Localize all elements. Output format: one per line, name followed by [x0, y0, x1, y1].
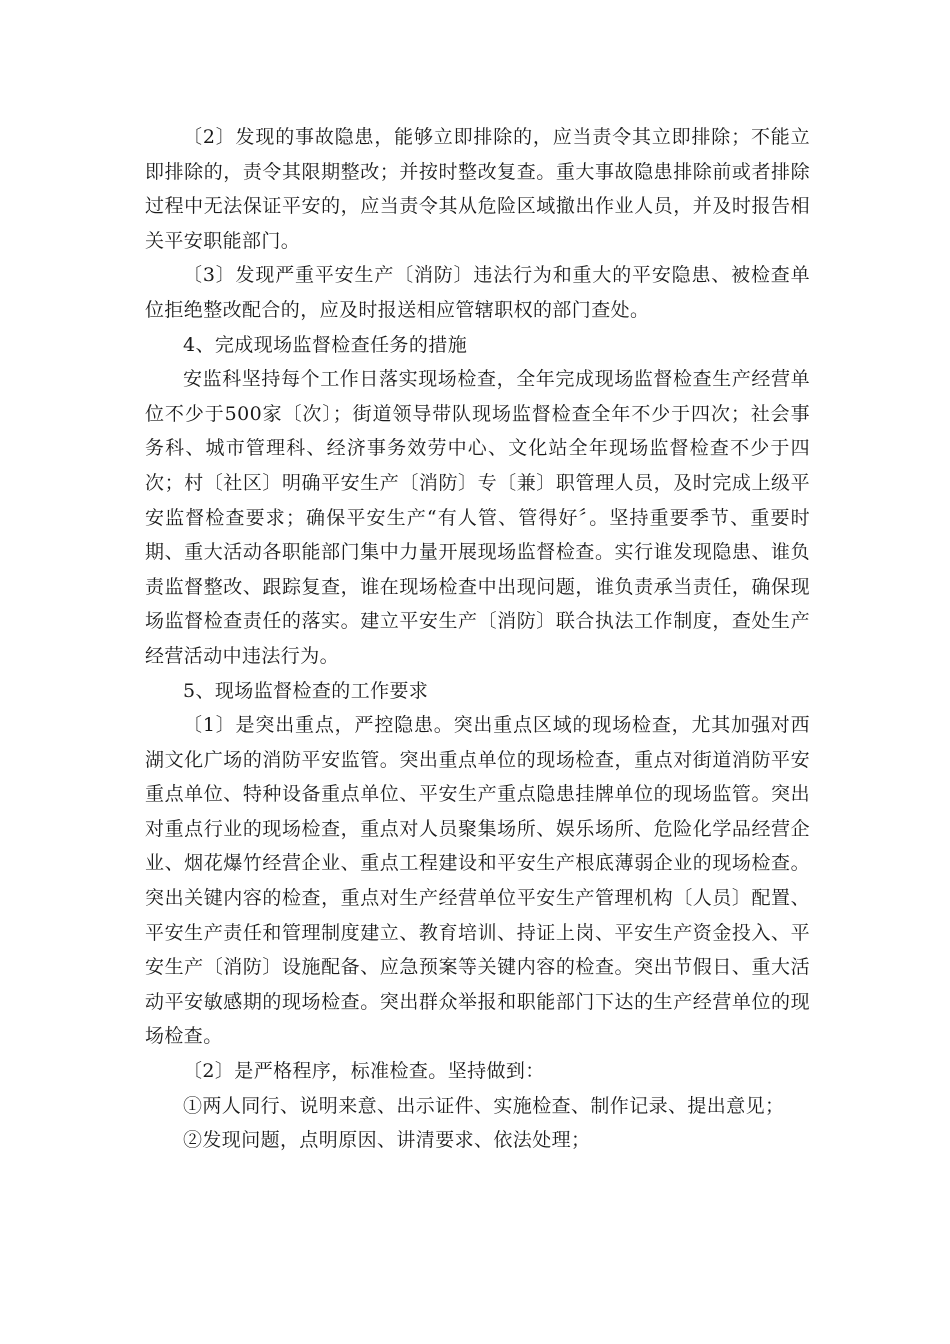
paragraph-requirement-2: 〔2〕是严格程序，标准检查。坚持做到： [183, 1060, 545, 1083]
section-heading-5: 5、现场监督检查的工作要求 [183, 679, 429, 702]
list-item-procedure-1: ①两人同行、说明来意、出示证件、实施检查、制作记录、提出意见； [183, 1094, 785, 1117]
paragraph-item-3-report-violations: 〔3〕发现严重平安生产〔消防〕违法行为和重大的平安隐患、被检查单位拒绝整改配合的，应及时报送相应管辖职权的部门查处。 [145, 264, 810, 321]
document-body [145, 120, 810, 1158]
paragraph-requirement-1: 〔1〕是突出重点，严控隐患。突出重点区域的现场检查，尤其加强对西湖文化广场的消防平安监管。突出重点单位的现场检查，重点对街道消防平安重点单位、特种设备重点单位、平安生产重点隐患挂牌单位的现场监管。突出对重点行业的现场检查，重点对人员聚集场所、娱乐场所、危险化学品经营企业、烟花爆竹经营企业、重点工程建设和平安生产根底薄弱企业的现场检查。突出关键内容的检查，重点对生产经营单位平安生产管理机构〔人员〕配置、平安生产责任和管理制度建立、教育培训、持证上岗、平安生产资金投入、平安生产〔消防〕设施配备、应急预案等关键内容的检查。突出节假日、重大活动平安敏感期的现场检查。突出群众举报和职能部门下达的生产经营单位的现场检查。 [145, 714, 810, 1048]
list-item-procedure-2: ②发现问题，点明原因、讲清要求、依法处理； [183, 1129, 591, 1152]
paragraph-inspection-measures: 安监科坚持每个工作日落实现场检查，全年完成现场监督检查生产经营单位不少于500家〔次〕；街道领导带队现场监督检查全年不少于四次；社会事务科、城市管理科、经济事务效劳中心、文化站全年现场监督检查不少于四次；村〔社区〕明确平安生产〔消防〕专〔兼〕职管理人员，及时完成上级平安监督检查要求；确保平安生产“有人管、管得好〞。坚持重要季节、重要时期、重大活动各职能部门集中力量开展现场监督检查。实行谁发现隐患、谁负责监督整改、跟踪复查，谁在现场检查中出现问题，谁负责承当责任，确保现场监督检查责任的落实。建立平安生产〔消防〕联合执法工作制度，查处生产经营活动中违法行为。 [145, 368, 810, 667]
paragraph-item-2-rectify-hazards: 〔2〕发现的事故隐患，能够立即排除的，应当责令其立即排除；不能立即排除的，责令其限期整改；并按时整改复查。重大事故隐患排除前或者排除过程中无法保证平安的，应当责令其从危险区域撤出作业人员，并及时报告相关平安职能部门。 [145, 126, 810, 252]
section-heading-4: 4、完成现场监督检查任务的措施 [183, 333, 468, 356]
